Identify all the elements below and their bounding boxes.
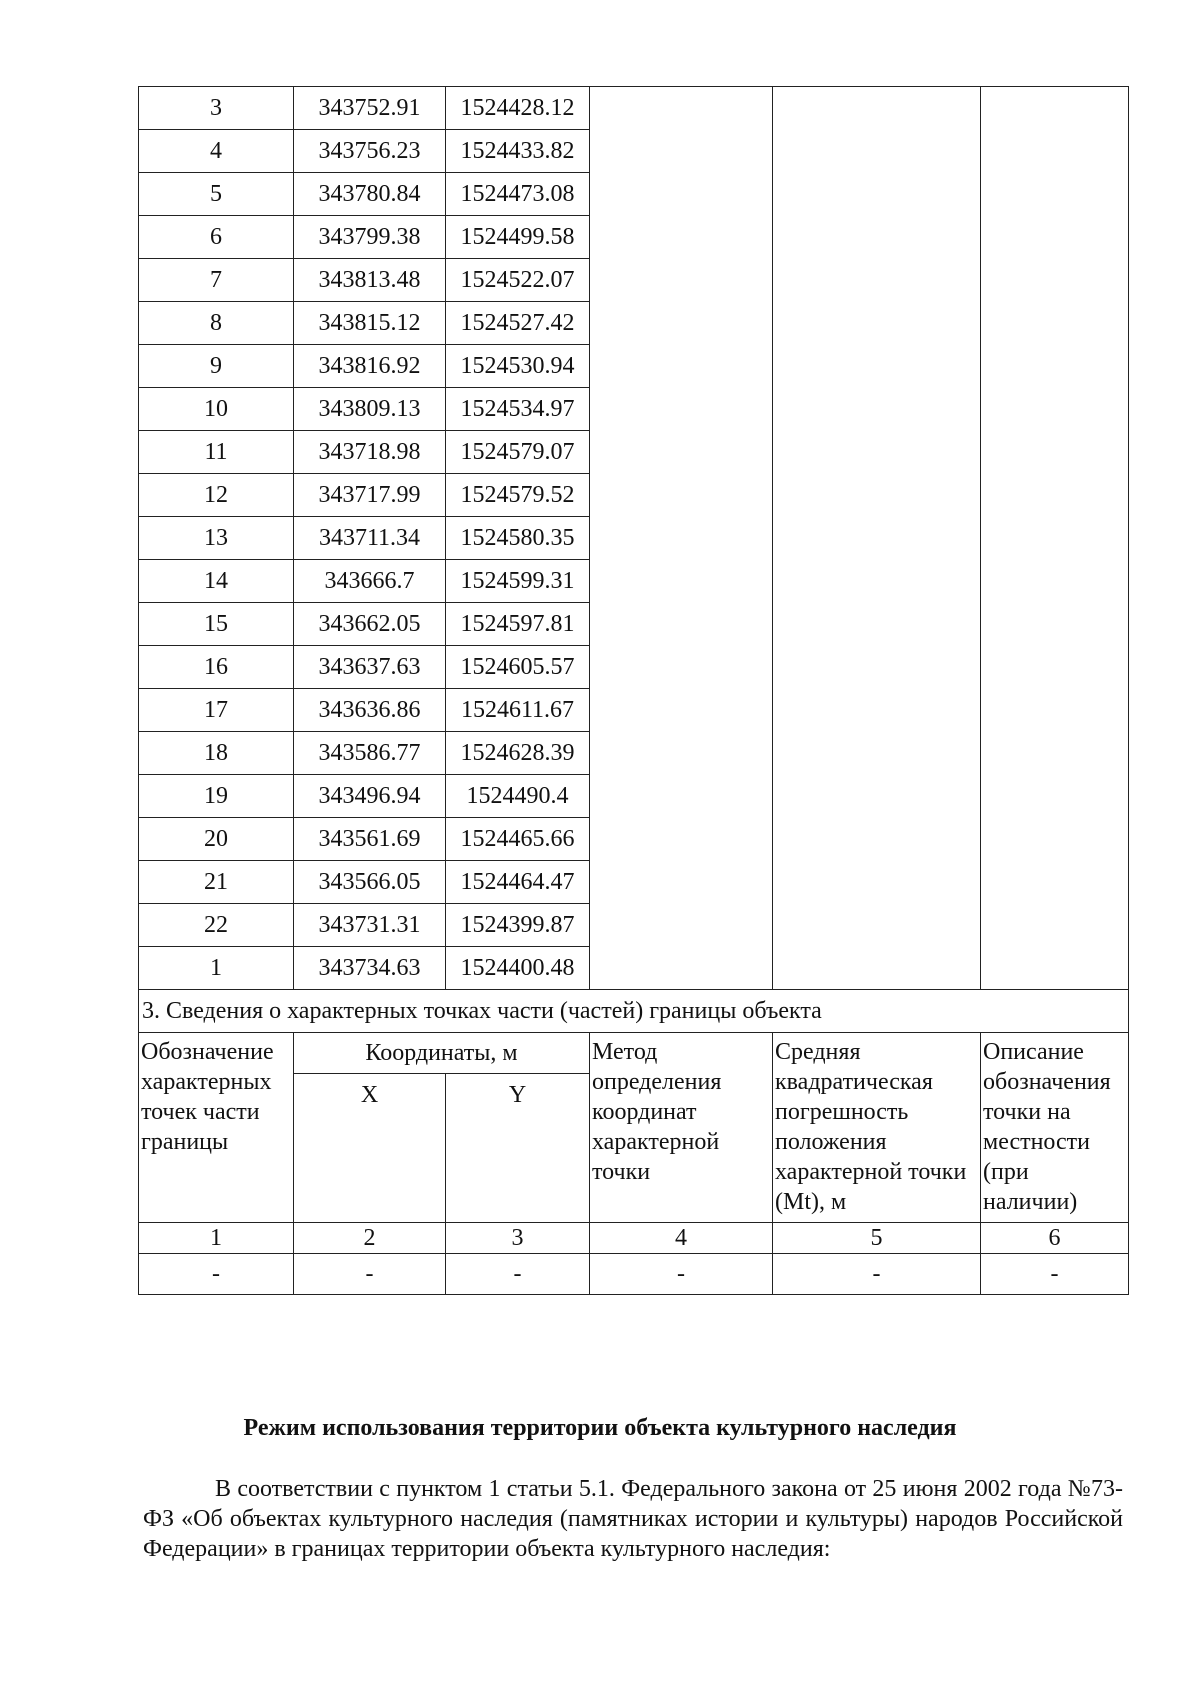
dash-cell: - [981,1254,1129,1295]
header-designation: Обозначение характерных точек части границы [139,1033,294,1223]
y-coordinate-cell: 1524473.08 [446,173,590,216]
column-number: 3 [446,1223,590,1254]
x-coordinate-cell: 343586.77 [294,732,446,775]
dash-cell: - [294,1254,446,1295]
paragraph-text: В соответствии с пунктом 1 статьи 5.1. Федерального закона от 25 июня 2002 года №73-ФЗ «Об объектах культурного наследия (памятниках истории и культуры) народов Российской Федерации» в границах территории объекта культурного наследия: [143,1476,1123,1562]
y-coordinate-cell: 1524400.48 [446,947,590,990]
point-number-cell: 10 [139,388,294,431]
column-number: 5 [773,1223,981,1254]
x-coordinate-cell: 343717.99 [294,474,446,517]
x-coordinate-cell: 343566.05 [294,861,446,904]
y-coordinate-cell: 1524579.52 [446,474,590,517]
x-coordinate-cell: 343815.12 [294,302,446,345]
y-coordinate-cell: 1524428.12 [446,87,590,130]
empty-method-cell [590,87,773,990]
y-coordinate-cell: 1524399.87 [446,904,590,947]
column-number: 6 [981,1223,1129,1254]
y-coordinate-cell: 1524490.4 [446,775,590,818]
x-coordinate-cell: 343756.23 [294,130,446,173]
point-number-cell: 6 [139,216,294,259]
header-x: X [294,1074,446,1223]
coordinates-table-body [139,87,1129,990]
x-coordinate-cell: 343809.13 [294,388,446,431]
section3-title: 3. Сведения о характерных точках части (частей) границы объекта [139,990,1129,1033]
y-coordinate-cell: 1524433.82 [446,130,590,173]
x-coordinate-cell: 343561.69 [294,818,446,861]
x-coordinate-cell: 343734.63 [294,947,446,990]
section-heading: Режим использования территории объекта культурного наследия [243,1415,957,1441]
y-coordinate-cell: 1524579.07 [446,431,590,474]
header-y: Y [446,1074,590,1223]
x-coordinate-cell: 343813.48 [294,259,446,302]
y-coordinate-cell: 1524527.42 [446,302,590,345]
x-coordinate-cell: 343780.84 [294,173,446,216]
coordinates-table [138,86,1129,1295]
x-coordinate-cell: 343816.92 [294,345,446,388]
point-number-cell: 13 [139,517,294,560]
x-coordinate-cell: 343711.34 [294,517,446,560]
dash-cell: - [590,1254,773,1295]
x-coordinate-cell: 343637.63 [294,646,446,689]
point-number-cell: 3 [139,87,294,130]
column-number: 4 [590,1223,773,1254]
column-number: 1 [139,1223,294,1254]
x-coordinate-cell: 343662.05 [294,603,446,646]
header-description: Описание обозначения точки на местности (при наличии) [981,1033,1129,1223]
point-number-cell: 5 [139,173,294,216]
y-coordinate-cell: 1524534.97 [446,388,590,431]
empty-error-cell [773,87,981,990]
point-number-cell: 4 [139,130,294,173]
point-number-cell: 12 [139,474,294,517]
point-number-cell: 14 [139,560,294,603]
dash-cell: - [773,1254,981,1295]
y-coordinate-cell: 1524605.57 [446,646,590,689]
y-coordinate-cell: 1524599.31 [446,560,590,603]
x-coordinate-cell: 343731.31 [294,904,446,947]
point-number-cell: 19 [139,775,294,818]
point-number-cell: 20 [139,818,294,861]
empty-description-cell [981,87,1129,990]
dash-cell: - [446,1254,590,1295]
point-number-cell: 7 [139,259,294,302]
x-coordinate-cell: 343752.91 [294,87,446,130]
header-error: Средняя квадратическая погрешность положения характерной точки (Mt), м [773,1033,981,1223]
y-coordinate-cell: 1524597.81 [446,603,590,646]
point-number-cell: 18 [139,732,294,775]
y-coordinate-cell: 1524464.47 [446,861,590,904]
point-number-cell: 11 [139,431,294,474]
y-coordinate-cell: 1524628.39 [446,732,590,775]
point-number-cell: 16 [139,646,294,689]
x-coordinate-cell: 343799.38 [294,216,446,259]
y-coordinate-cell: 1524611.67 [446,689,590,732]
point-number-cell: 1 [139,947,294,990]
y-coordinate-cell: 1524522.07 [446,259,590,302]
x-coordinate-cell: 343496.94 [294,775,446,818]
dash-cell: - [139,1254,294,1295]
x-coordinate-cell: 343636.86 [294,689,446,732]
point-number-cell: 8 [139,302,294,345]
section3-block [139,990,1129,1295]
point-number-cell: 22 [139,904,294,947]
header-method: Метод определения координат характерной точки [590,1033,773,1223]
column-number: 2 [294,1223,446,1254]
header-coordinates: Координаты, м [294,1033,590,1074]
point-number-cell: 21 [139,861,294,904]
point-number-cell: 17 [139,689,294,732]
x-coordinate-cell: 343718.98 [294,431,446,474]
empty-data-row [139,1254,1129,1295]
y-coordinate-cell: 1524580.35 [446,517,590,560]
column-numbers-row [139,1223,1129,1254]
point-number-cell: 15 [139,603,294,646]
x-coordinate-cell: 343666.7 [294,560,446,603]
y-coordinate-cell: 1524465.66 [446,818,590,861]
body-paragraph [143,1474,1123,1564]
point-number-cell: 9 [139,345,294,388]
y-coordinate-cell: 1524499.58 [446,216,590,259]
table-row [139,87,1129,130]
y-coordinate-cell: 1524530.94 [446,345,590,388]
